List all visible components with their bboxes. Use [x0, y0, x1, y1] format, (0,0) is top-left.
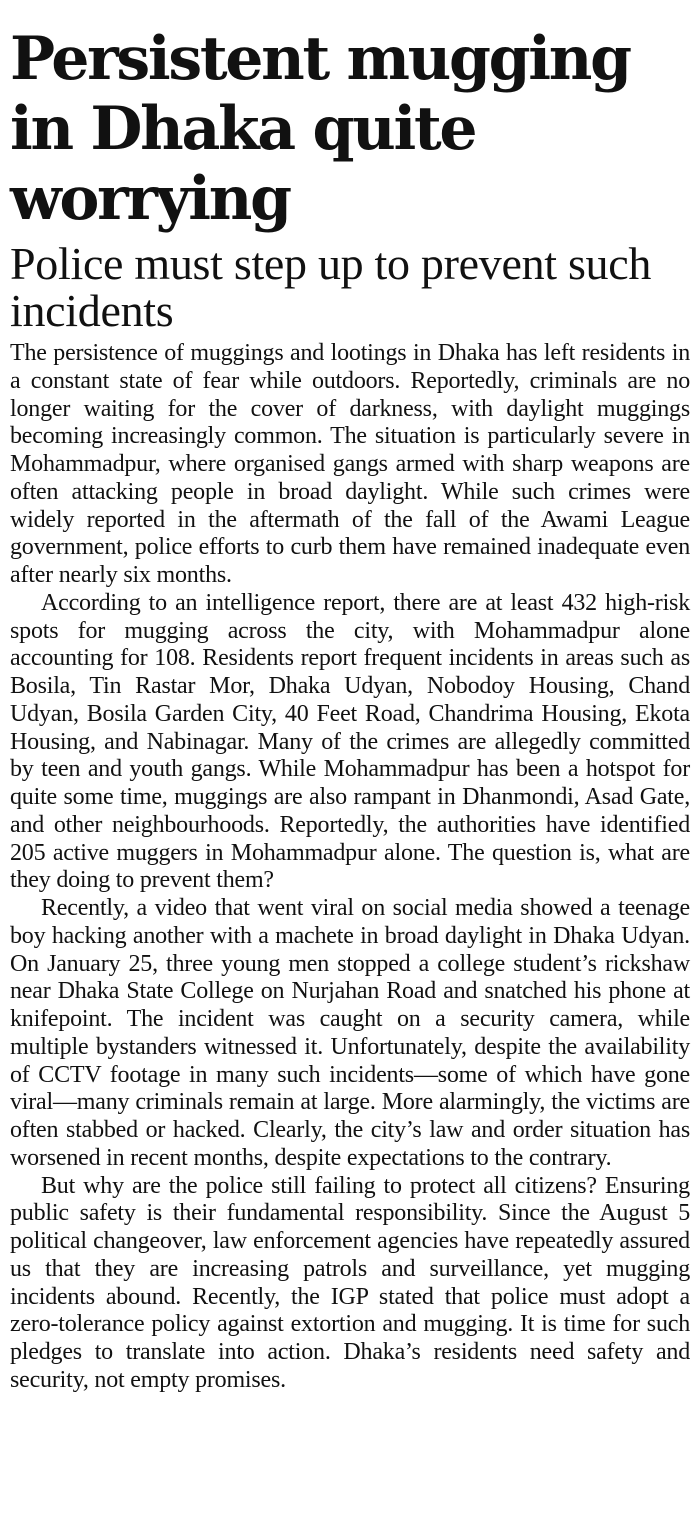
paragraph-4: But why are the police still failing to protect all citizens? Ensuring public safety is their fundamental responsibility. Since the August 5 political changeover, law enforcement agencies have repeatedly assured us that they are increasing patrols and surveillance, yet mugging incidents abound. Recently, the IGP stated that police must adopt a zero-tolerance policy against extortion and mugging. It is time for such pledges to translate into action. Dhaka’s residents need safety and security, not empty promises.: [10, 1172, 690, 1393]
subheadline: Police must step up to prevent such incidents: [10, 238, 652, 336]
paragraph-2: According to an intelligence report, there are at least 432 high-risk spots for mugging across the city, with Mohammadpur alone accounting for 108. Residents report frequent incidents in areas such as Bosila, Tin Rastar Mor, Dhaka Udyan, Nobodoy Housing, Chand Udyan, Bosila Garden City, 40 Feet Road, Chandrima Housing, Ekota Housing, and Nabinagar. Many of the crimes are allegedly committed by teen and youth gangs. While Mohammadpur has been a hotspot for quite some time, muggings are also rampant in Dhanmondi, Asad Gate, and other neighbourhoods. Reportedly, the authorities have identified 205 active muggers in Mohammadpur alone. The question is, what are they doing to prevent them?: [10, 589, 690, 894]
article-body: [10, 340, 690, 1395]
paragraph-1: The persistence of muggings and lootings in Dhaka has left residents in a constant state of fear while outdoors. Reportedly, criminals are no longer waiting for the cover of darkness, with daylight muggings becoming increasingly common. The situation is particularly severe in Mohammadpur, where organised gangs armed with sharp weapons are often attacking people in broad daylight. While such crimes were widely reported in the aftermath of the fall of the Awami League government, police efforts to curb them have remained inadequate even after nearly six months.: [10, 340, 690, 588]
editorial-article: [10, 24, 690, 1395]
paragraph-3: Recently, a video that went viral on social media showed a teenage boy hacking another with a machete in broad daylight in Dhaka Udyan. On January 25, three young men stopped a college student’s rickshaw near Dhaka State College on Nurjahan Road and snatched his phone at knifepoint. The incident was caught on a security camera, while multiple bystanders witnessed it. Unfortunately, despite the availability of CCTV footage in many such incidents—some of which have gone viral—many criminals remain at large. More alarmingly, the victims are often stabbed or hacked. Clearly, the city’s law and order situation has worsened in recent months, despite expectations to the contrary.: [10, 895, 690, 1171]
headline: Persistent mugging in Dhaka quite worrying: [10, 24, 630, 234]
